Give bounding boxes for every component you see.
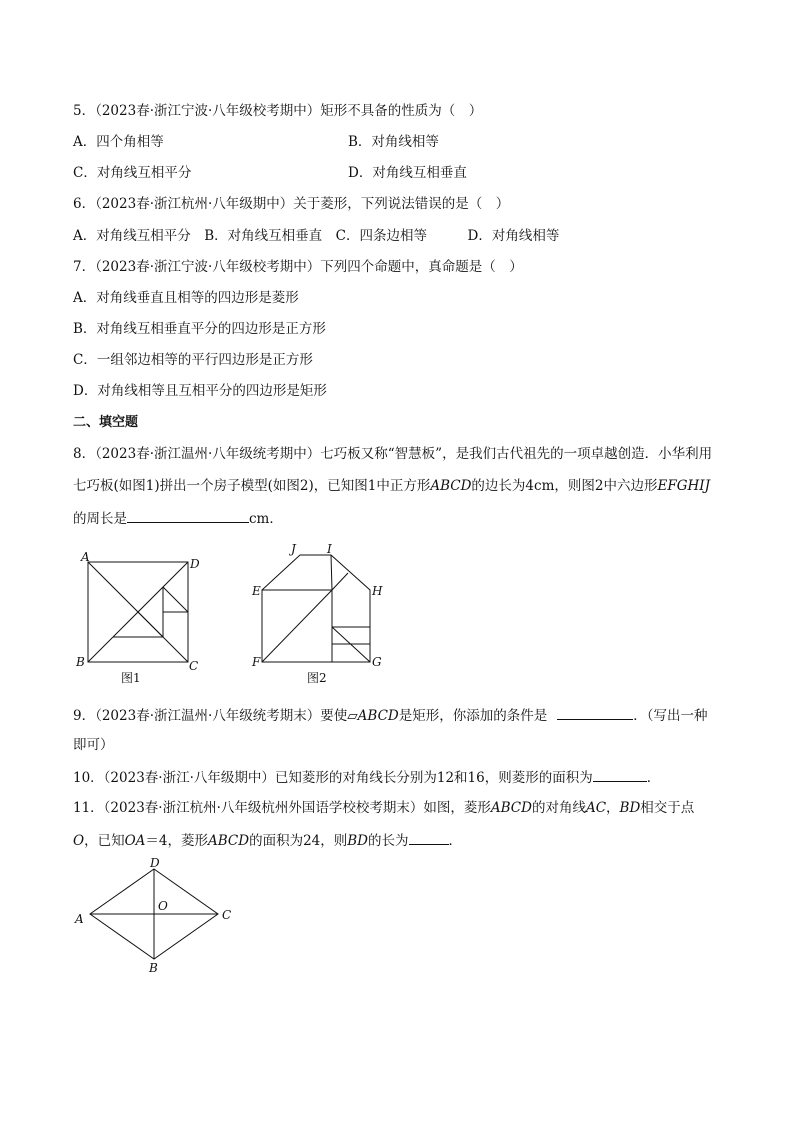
q6-options: A．对角线互相平分 B．对角线互相垂直 C．四条边相等 D．对角线相等 [73, 228, 560, 244]
fig1-label-d: D [190, 557, 200, 571]
rhombus-label-a: A [75, 912, 84, 926]
fig2-line [331, 555, 332, 590]
q8-line3-text: 的周长是 [73, 511, 127, 527]
fig1-label-a: A [81, 550, 90, 564]
q11-end: ． [448, 833, 463, 849]
fig2-caption: 图2 [307, 671, 327, 685]
q8-unit: cm． [249, 511, 283, 527]
q11-point-o: O [73, 833, 85, 849]
q10-text: 10．（2023春·浙江·八年级期中）已知菱形的对角线长分别为12和16，则菱形的面积为 [73, 770, 593, 786]
q10-end: ． [646, 770, 661, 786]
q11-text-h: 的长为 [368, 833, 409, 849]
q9-text-b: 是矩形，你添加的条件是 [398, 708, 548, 724]
tangram-figure-1 [75, 548, 205, 688]
q8-square-name: ABCD [430, 478, 472, 494]
fig1-line [163, 587, 188, 612]
fig2-label-e: E [252, 584, 261, 598]
q11-answer-blank[interactable] [409, 830, 449, 845]
rhombus-label-o: O [158, 899, 168, 913]
fig2-label-h: H [372, 584, 383, 598]
q8-line3 [73, 508, 283, 528]
q8-line2-text-a: 七巧板(如图1)拼出一个房子模型(如图2)，已知图1中正方形 [73, 478, 431, 494]
fig2-label-j: J [291, 542, 296, 556]
q7-option-a: A．对角线垂直且相等的四边形是菱形 [73, 290, 299, 306]
q11-line1 [73, 799, 694, 817]
fig2-label-g: G [372, 655, 382, 669]
q7-option-d: D．对角线相等且互相平分的四边形是矩形 [73, 383, 327, 399]
q8-line2-text-b: 的边长为4cm，则图2中六边形 [471, 478, 658, 494]
q11-diagonal-bd: BD [619, 800, 641, 816]
q5-option-c: C．对角线互相平分 [73, 165, 192, 181]
section-heading-fill-in: 二、填空题 [73, 415, 139, 430]
fig1-line [113, 562, 188, 637]
q9-text-a: 9．（2023春·浙江温州·八年级统考期末）要使 [73, 708, 348, 724]
rhombus-label-d: D [150, 856, 160, 870]
q11-segment-bd: BD [347, 833, 369, 849]
q11-text-a: 11．（2023春·浙江杭州·八年级杭州外国语学校校考期末）如图，菱形 [73, 800, 491, 816]
q11-text-d: 相交于点 [640, 800, 695, 816]
q8-line2 [73, 477, 710, 495]
q8-line1: 8．（2023春·浙江温州·八年级统考期中）七巧板又称“智慧板”，是我们古代祖先的一项卓越创造．小华利用 [73, 446, 713, 462]
rhombus-figure [70, 855, 245, 980]
q9-line1 [73, 705, 708, 725]
q11-diagonal-ac: AC [585, 800, 607, 816]
q5-option-d: D．对角线互相垂直 [348, 165, 467, 181]
q9-text-c: ．（写出一种 [633, 708, 708, 724]
q11-rhombus-name-2: ABCD [208, 833, 250, 849]
q10-answer-blank[interactable] [593, 767, 647, 782]
rhombus-label-c: C [222, 908, 232, 922]
q9-line2: 即可） [73, 737, 114, 753]
q11-text-f: ＝4，菱形 [145, 833, 208, 849]
q5-stem: 5．（2023春·浙江宁波·八年级校考期中）矩形不具备的性质为（ ） [73, 103, 483, 119]
q7-option-c: C．一组邻边相等的平行四边形是正方形 [73, 352, 313, 368]
q11-comma: ， [606, 800, 620, 816]
q7-stem: 7．（2023春·浙江宁波·八年级校考期中）下列四个命题中，真命题是（ ） [73, 259, 523, 275]
q10-line [73, 767, 660, 787]
q11-line2 [73, 830, 462, 850]
q11-text-g: 的面积为24，则 [249, 833, 348, 849]
q11-text-b: 的对角线 [531, 800, 586, 816]
q5-option-b: B．对角线相等 [348, 134, 439, 150]
fig2-line [262, 590, 332, 662]
fig1-label-c: C [189, 659, 199, 673]
q8-hexagon-name: EFGHIJ [657, 478, 710, 494]
fig1-label-b: B [76, 655, 85, 669]
fig1-caption: 图1 [121, 671, 141, 685]
q9-answer-blank[interactable] [557, 705, 633, 720]
q11-segment-oa: OA [124, 833, 146, 849]
tangram-figure-2 [245, 538, 395, 688]
parallelogram-symbol: ▱ [347, 708, 358, 724]
q9-shape-name: ABCD [357, 708, 399, 724]
q5-option-a: A．四个角相等 [73, 134, 164, 150]
fig2-line [332, 573, 348, 590]
fig1-line [138, 612, 163, 637]
q8-answer-blank[interactable] [127, 508, 249, 523]
fig1-line [163, 637, 188, 662]
q11-rhombus-name: ABCD [490, 800, 532, 816]
fig1-line [88, 637, 113, 662]
rhombus-label-b: B [149, 961, 158, 975]
fig2-label-f: F [252, 655, 261, 669]
q7-option-b: B．对角线互相垂直平分的四边形是正方形 [73, 321, 326, 337]
q11-text-e: ，已知 [84, 833, 125, 849]
q6-stem: 6．（2023春·浙江杭州·八年级期中）关于菱形，下列说法错误的是（ ） [73, 196, 510, 212]
fig2-label-i: I [327, 542, 332, 556]
